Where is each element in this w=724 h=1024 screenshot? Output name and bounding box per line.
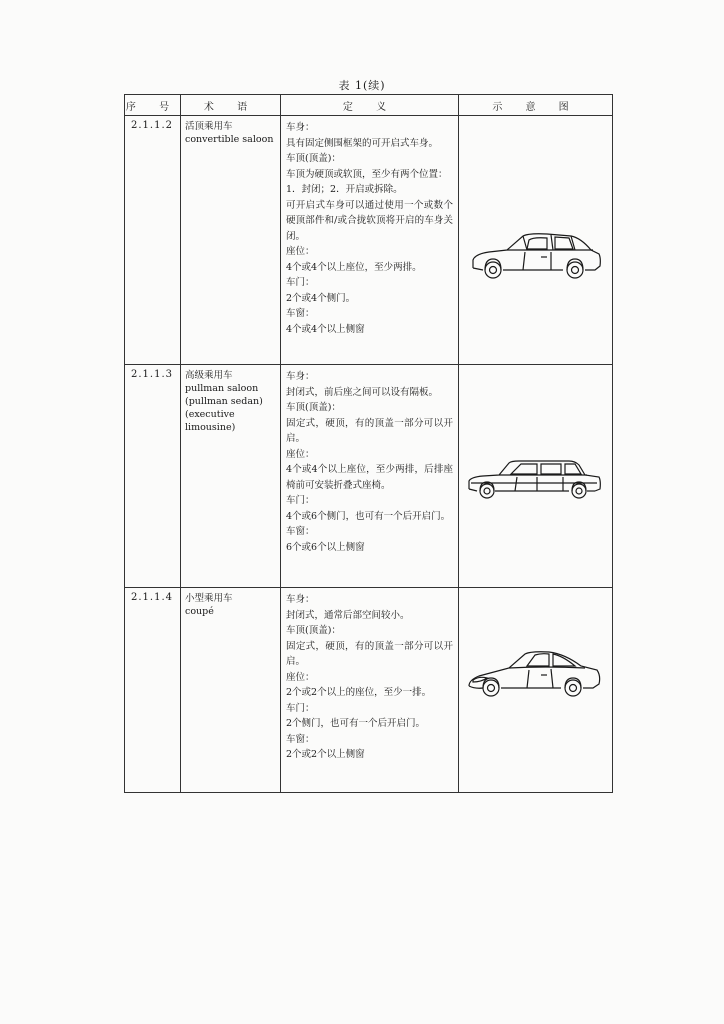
definition-line: 车门：	[286, 495, 315, 506]
terms-table	[124, 94, 613, 793]
row-definition	[281, 588, 459, 793]
definition-line: 车门：	[286, 277, 315, 288]
row-definition	[281, 116, 459, 365]
header-term: 术 语	[181, 95, 281, 116]
definition-line: 4个或4个以上座位，至少两排。	[286, 261, 422, 273]
definition-line: 6个或6个以上侧窗	[286, 541, 365, 553]
term-english: coupé	[185, 606, 214, 617]
definition-line: 固定式，硬顶，有的顶盖一部分可以开启。	[286, 417, 453, 444]
table-header-row	[125, 95, 613, 116]
definition-line: 2个或4个侧门。	[286, 292, 356, 304]
row-figure	[459, 116, 613, 365]
definition-line: 车门：	[286, 702, 315, 714]
row-term	[181, 365, 281, 588]
table-row	[125, 365, 613, 588]
definition-line: 2个侧门，也可有一个后开启门。	[286, 718, 426, 729]
definition-line: 车身：	[286, 371, 315, 382]
definition-line: 车顶(顶盖)：	[286, 153, 341, 164]
definition-line: 车窗：	[286, 526, 315, 537]
definition-line: 4个或4个以上座位，至少两排，后排座椅前可安装折叠式座椅。	[286, 464, 453, 491]
definition-line: 车身：	[286, 122, 315, 133]
definition-line: 封闭式，前后座之间可以设有隔板。	[286, 386, 439, 398]
header-number: 序 号	[125, 95, 181, 116]
definition-line: 座位：	[286, 448, 315, 460]
row-term	[181, 116, 281, 365]
term-english: convertible saloon	[185, 134, 274, 145]
row-figure	[459, 365, 613, 588]
term-english: (pullman sedan)	[185, 396, 263, 407]
definition-line: 车窗：	[286, 308, 315, 319]
table-row	[125, 588, 613, 793]
definition-line: 2个或2个以上侧窗	[286, 749, 365, 760]
definition-line: 车顶(顶盖)：	[286, 402, 341, 413]
definition-line: 车身：	[286, 594, 315, 605]
header-figure: 示 意 图	[459, 95, 613, 116]
convertible-saloon-car-icon	[467, 226, 607, 286]
definition-line: 固定式，硬顶，有的顶盖一部分可以开启。	[286, 640, 453, 667]
definition-line: 座位：	[286, 671, 315, 683]
row-number: 2.1.1.3	[125, 365, 181, 588]
term-chinese: 活顶乘用车	[185, 121, 233, 132]
pullman-saloon-car-icon	[465, 453, 605, 503]
definition-line: 车顶(顶盖)：	[286, 625, 341, 636]
definition-line: 可开启式车身可以通过使用一个或数个硬顶部件和/或合拢软顶将开启的车身关闭。	[286, 199, 453, 242]
term-english: pullman saloon	[185, 383, 259, 394]
table-caption: 表 1(续)	[338, 79, 386, 92]
row-number: 2.1.1.4	[125, 588, 181, 793]
definition-line: 车窗：	[286, 733, 315, 745]
coupe-car-icon	[465, 646, 605, 706]
definition-line: 4个或4个以上侧窗	[286, 323, 365, 335]
table-row	[125, 116, 613, 365]
definition-line: 2个或2个以上的座位，至少一排。	[286, 687, 432, 698]
definition-line: 1．封闭；2．开启或拆除。	[286, 184, 403, 195]
row-term	[181, 588, 281, 793]
definition-line: 车顶为硬顶或软顶，至少有两个位置：	[286, 168, 448, 180]
header-definition: 定 义	[281, 95, 459, 116]
term-english: (executive limousine)	[185, 409, 236, 433]
definition-line: 封闭式，通常后部空间较小。	[286, 609, 410, 621]
definition-line: 具有固定侧围框架的可开启式车身。	[286, 137, 439, 149]
term-chinese: 小型乘用车	[185, 593, 233, 604]
row-figure	[459, 588, 613, 793]
definition-line: 座位：	[286, 246, 315, 257]
term-chinese: 高级乘用车	[185, 370, 233, 381]
row-definition	[281, 365, 459, 588]
row-number: 2.1.1.2	[125, 116, 181, 365]
definition-line: 4个或6个侧门，也可有一个后开启门。	[286, 510, 451, 522]
